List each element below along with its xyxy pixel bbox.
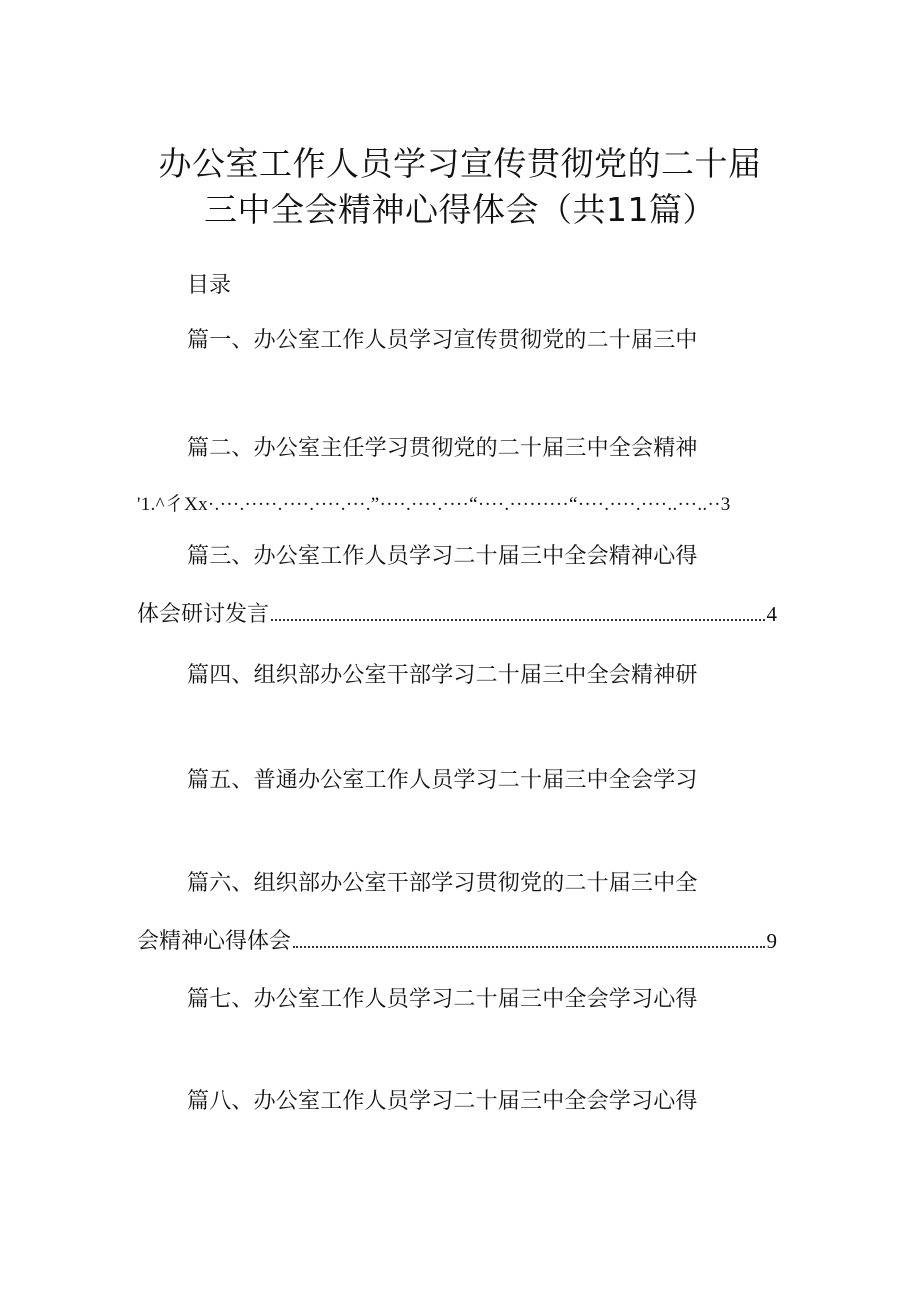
toc-heading: 目录: [187, 273, 232, 298]
toc-entry-3[interactable]: 篇三、办公室工作人员学习二十届三中全会精神心得: [187, 544, 698, 569]
toc-entry-4[interactable]: 篇四、组织部办公室干部学习二十届三中全会精神研: [187, 663, 698, 688]
toc-entry-6-page-number: 9: [766, 929, 777, 953]
toc-entry-6-continuation[interactable]: [137, 924, 777, 955]
toc-entry-8[interactable]: 篇八、办公室工作人员学习二十届三中全会学习心得: [187, 1089, 698, 1114]
toc-entry-1[interactable]: 篇一、办公室工作人员学习宣传贯彻党的二十届三中: [187, 328, 698, 353]
document-title-line-1: 办公室工作人员学习宣传贯彻党的二十届: [158, 144, 762, 183]
toc-entry-3-continuation[interactable]: [137, 597, 777, 628]
toc-entry-6[interactable]: 篇六、组织部办公室干部学习贯彻党的二十届三中全: [187, 871, 698, 896]
toc-entry-6-continuation-text: 会精神心得体会: [137, 929, 292, 954]
toc-entry-2[interactable]: 篇二、办公室主任学习贯彻党的二十届三中全会精神: [187, 436, 698, 461]
dot-leader: [293, 945, 764, 948]
dot-leader: [271, 618, 764, 621]
document-title-line-2: 三中全会精神心得体会（共11篇）: [204, 190, 716, 229]
toc-entry-2-leader-line: '1.^彳Xx·.···.·····.····.····.···.”····.····.····“····.·········“····.····.····..···..··3: [137, 494, 731, 515]
toc-entry-3-continuation-text: 体会研讨发言: [137, 602, 270, 627]
toc-entry-7[interactable]: 篇七、办公室工作人员学习二十届三中全会学习心得: [187, 987, 698, 1012]
toc-entry-5[interactable]: 篇五、普通办公室工作人员学习二十届三中全会学习: [187, 768, 698, 793]
toc-entry-3-page-number: 4: [766, 602, 777, 626]
